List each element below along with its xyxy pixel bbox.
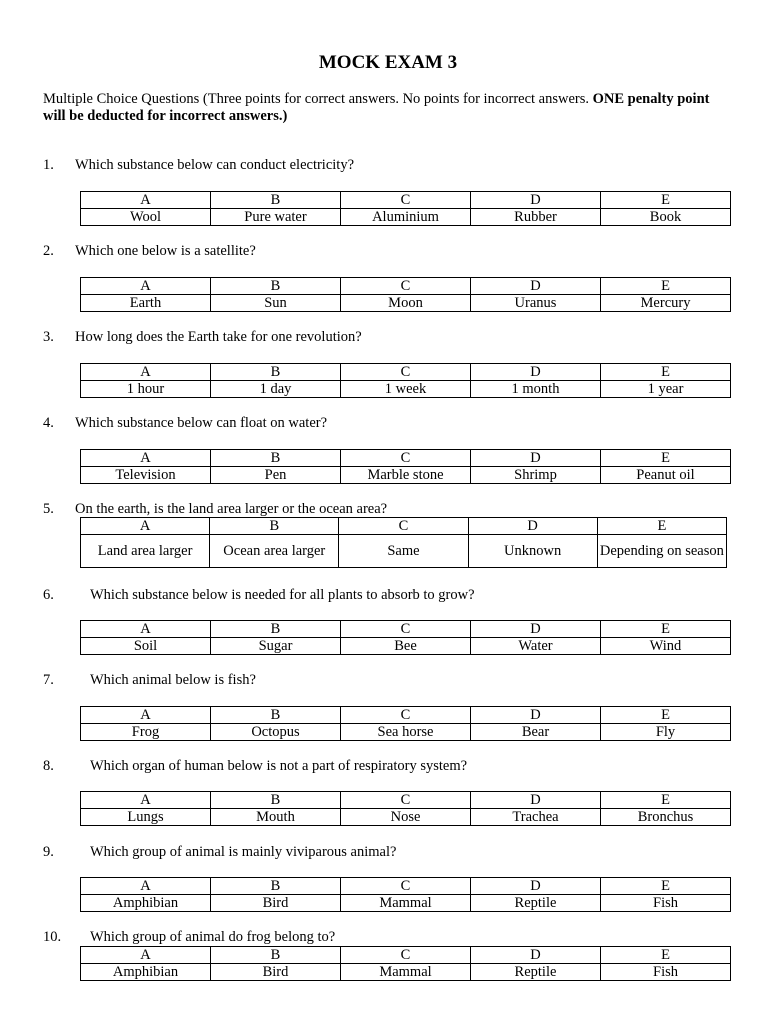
option-text: Frog xyxy=(81,724,211,741)
option-letter: E xyxy=(601,707,731,724)
option-text: 1 hour xyxy=(81,381,211,398)
option-text: Bronchus xyxy=(601,809,731,826)
option-text: 1 month xyxy=(471,381,601,398)
option-letter: D xyxy=(471,364,601,381)
option-letter: D xyxy=(468,518,597,535)
option-text: Reptile xyxy=(471,895,601,912)
question-text: Which group of animal is mainly viviparous animal? xyxy=(90,844,397,860)
option-text: Earth xyxy=(81,295,211,312)
option-letter: A xyxy=(81,450,211,467)
option-letter: D xyxy=(471,621,601,638)
answer-table-9 xyxy=(80,877,731,912)
question-text: How long does the Earth take for one revolution? xyxy=(75,329,362,345)
question-number: 10. xyxy=(43,929,62,945)
option-text: Mouth xyxy=(211,809,341,826)
question-text: On the earth, is the land area larger or the ocean area? xyxy=(75,501,388,517)
option-letter: D xyxy=(471,792,601,809)
option-letter: C xyxy=(341,621,471,638)
option-text: Nose xyxy=(341,809,471,826)
option-letter: C xyxy=(341,792,471,809)
option-letter: D xyxy=(471,707,601,724)
option-letter: A xyxy=(81,878,211,895)
option-text: Aluminium xyxy=(341,209,471,226)
option-letter: B xyxy=(211,450,341,467)
option-text: Mammal xyxy=(341,895,471,912)
option-letter: E xyxy=(601,792,731,809)
option-text: Mammal xyxy=(341,964,471,981)
option-text: Wind xyxy=(601,638,731,655)
option-letter: B xyxy=(211,364,341,381)
option-text: Marble stone xyxy=(341,467,471,484)
option-letter: A xyxy=(81,364,211,381)
option-letter: E xyxy=(601,192,731,209)
option-letter: B xyxy=(211,192,341,209)
option-letter: A xyxy=(81,192,211,209)
instructions-penalty-text: ONE penalty point will be deducted for incorrect answers.) xyxy=(43,91,710,124)
answer-table-10 xyxy=(80,946,731,981)
option-text: Fish xyxy=(601,895,731,912)
option-letter: A xyxy=(81,518,210,535)
option-text: Moon xyxy=(341,295,471,312)
instructions xyxy=(43,91,733,125)
question-number: 5. xyxy=(43,501,54,517)
option-letter: B xyxy=(211,878,341,895)
option-text: Lungs xyxy=(81,809,211,826)
option-text: Land area larger xyxy=(81,535,210,568)
option-text: Mercury xyxy=(601,295,731,312)
option-text: Bear xyxy=(471,724,601,741)
option-letter: A xyxy=(81,947,211,964)
option-text: Pure water xyxy=(211,209,341,226)
option-text: Rubber xyxy=(471,209,601,226)
option-text: Water xyxy=(471,638,601,655)
option-text: Pen xyxy=(211,467,341,484)
question-text: Which organ of human below is not a part of respiratory system? xyxy=(90,758,468,774)
option-letter: B xyxy=(211,792,341,809)
option-letter: D xyxy=(471,450,601,467)
option-letter: E xyxy=(601,947,731,964)
option-text: 1 week xyxy=(341,381,471,398)
question-number: 3. xyxy=(43,329,54,345)
page-title: MOCK EXAM 3 xyxy=(318,52,458,73)
option-text: Same xyxy=(339,535,468,568)
question-text: Which group of animal do frog belong to? xyxy=(90,929,336,945)
answer-table-2 xyxy=(80,277,731,312)
option-letter: C xyxy=(341,450,471,467)
answer-table-3 xyxy=(80,363,731,398)
answer-table-6 xyxy=(80,620,731,655)
option-text: 1 day xyxy=(211,381,341,398)
option-letter: E xyxy=(601,621,731,638)
option-text: Fish xyxy=(601,964,731,981)
instructions-text: Multiple Choice Questions (Three points for correct answers. No points for incorrect answers. xyxy=(43,91,593,107)
option-letter: C xyxy=(341,707,471,724)
option-text: Shrimp xyxy=(471,467,601,484)
option-text: Sun xyxy=(211,295,341,312)
option-letter: B xyxy=(211,621,341,638)
answer-table-4 xyxy=(80,449,731,484)
option-text: Bee xyxy=(341,638,471,655)
option-letter: A xyxy=(81,792,211,809)
option-letter: D xyxy=(471,878,601,895)
question-number: 1. xyxy=(43,157,54,173)
option-letter: A xyxy=(81,278,211,295)
option-text: Book xyxy=(601,209,731,226)
option-text: Amphibian xyxy=(81,964,211,981)
option-text: Trachea xyxy=(471,809,601,826)
question-text: Which substance below can float on water? xyxy=(75,415,328,431)
question-number: 4. xyxy=(43,415,54,431)
option-text: Octopus xyxy=(211,724,341,741)
question-number: 2. xyxy=(43,243,54,259)
option-text: Sugar xyxy=(211,638,341,655)
question-number: 7. xyxy=(43,672,54,688)
option-text: 1 year xyxy=(601,381,731,398)
answer-table-5 xyxy=(80,517,727,568)
option-letter: C xyxy=(341,192,471,209)
option-text: Uranus xyxy=(471,295,601,312)
option-text: Unknown xyxy=(468,535,597,568)
answer-table-7 xyxy=(80,706,731,741)
option-text: Depending on season xyxy=(597,535,726,568)
question-text: Which substance below is needed for all plants to absorb to grow? xyxy=(90,587,475,603)
option-text: Amphibian xyxy=(81,895,211,912)
answer-table-1 xyxy=(80,191,731,226)
option-letter: D xyxy=(471,278,601,295)
option-letter: C xyxy=(341,878,471,895)
option-letter: B xyxy=(211,947,341,964)
question-text: Which substance below can conduct electricity? xyxy=(75,157,355,173)
option-letter: E xyxy=(601,878,731,895)
option-text: Sea horse xyxy=(341,724,471,741)
option-letter: E xyxy=(601,450,731,467)
option-letter: E xyxy=(597,518,726,535)
option-text: Reptile xyxy=(471,964,601,981)
question-number: 8. xyxy=(43,758,54,774)
option-text: Wool xyxy=(81,209,211,226)
option-letter: B xyxy=(211,707,341,724)
option-letter: C xyxy=(341,278,471,295)
option-letter: D xyxy=(471,192,601,209)
option-letter: E xyxy=(601,364,731,381)
question-number: 9. xyxy=(43,844,54,860)
option-letter: A xyxy=(81,621,211,638)
option-letter: C xyxy=(339,518,468,535)
option-text: Peanut oil xyxy=(601,467,731,484)
option-letter: B xyxy=(211,278,341,295)
option-letter: B xyxy=(210,518,339,535)
question-text: Which animal below is fish? xyxy=(90,672,256,688)
option-text: Television xyxy=(81,467,211,484)
option-text: Ocean area larger xyxy=(210,535,339,568)
option-text: Fly xyxy=(601,724,731,741)
option-letter: A xyxy=(81,707,211,724)
option-text: Soil xyxy=(81,638,211,655)
question-number: 6. xyxy=(43,587,54,603)
option-letter: C xyxy=(341,947,471,964)
option-letter: D xyxy=(471,947,601,964)
option-letter: C xyxy=(341,364,471,381)
option-text: Bird xyxy=(211,964,341,981)
option-text: Bird xyxy=(211,895,341,912)
answer-table-8 xyxy=(80,791,731,826)
question-text: Which one below is a satellite? xyxy=(75,243,256,259)
option-letter: E xyxy=(601,278,731,295)
